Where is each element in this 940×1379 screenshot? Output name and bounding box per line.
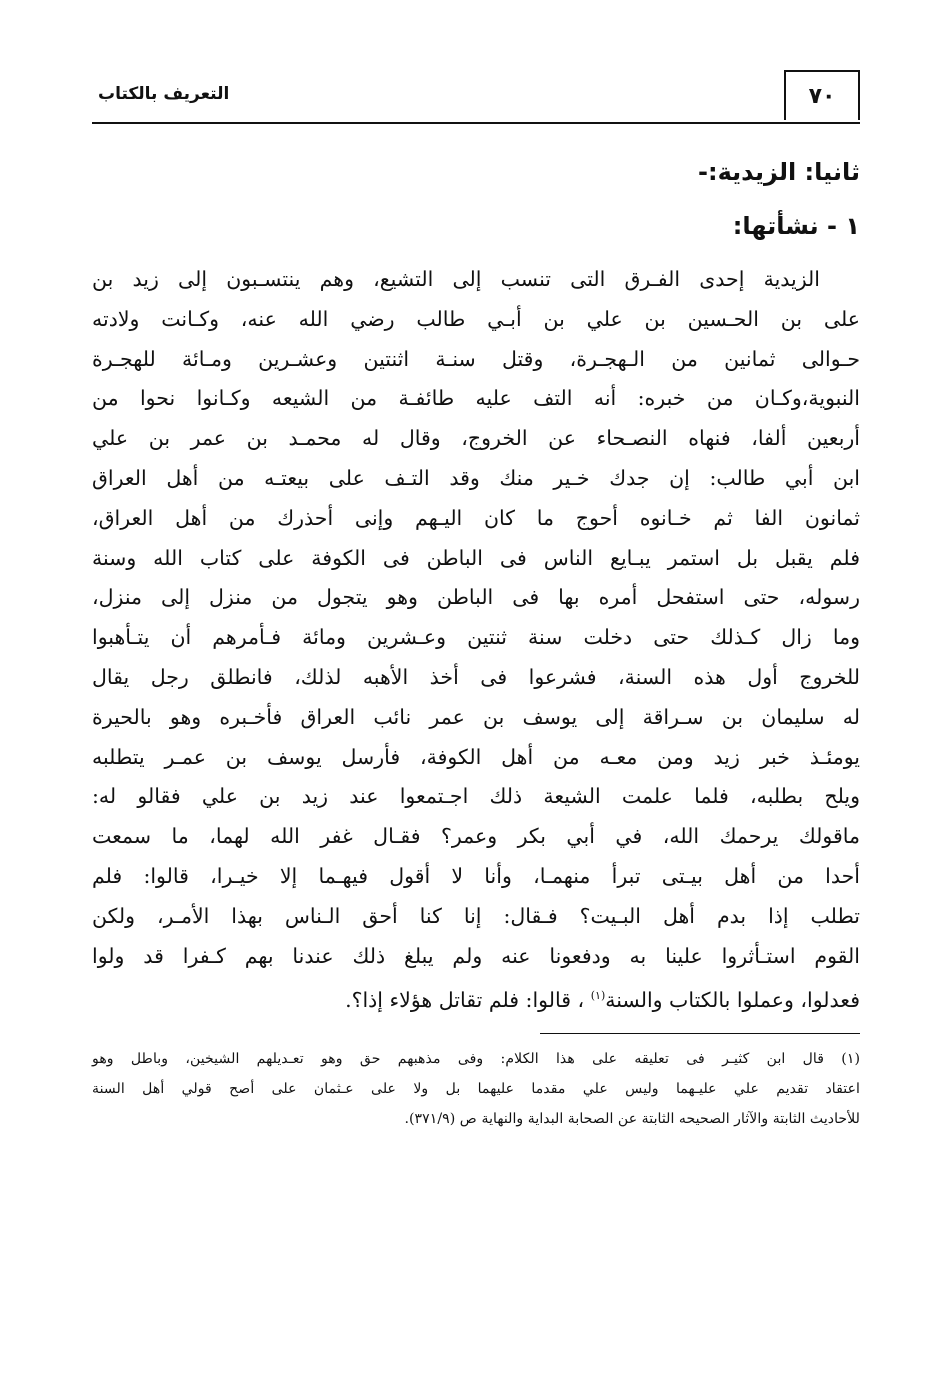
- body-line: ثمانون الفا ثم خـانوه أحوج ما كان اليـهم وإنى أحذرك من أهل العراق،: [92, 505, 860, 530]
- body-line: ابن أبي طالب: إن جدك خـير منك وقد التـف على بيعتـه من أهل العراق: [92, 465, 860, 490]
- footnote-line: (١) قال ابن كثيـر فى تعليقه على هذا الكلام: وفى مذهبهم حق وهو تعـديلهم الشيخين، وباطل وهو: [92, 1050, 860, 1067]
- footnote-line: اعتقاد تقديم علي عليـهما وليس علي مقدما عليهما بل ولا على عـثمان على أصح قولي أهل السنة: [92, 1080, 860, 1097]
- body-line: ويلح بطلبه، فلما علمت الشيعة ذلك اجـتمعوا عند زيد بن علي فقالو له:: [92, 784, 860, 809]
- footnote-reference: (١): [590, 989, 606, 1003]
- page-header: [92, 70, 860, 124]
- body-line: القوم استـأثروا علينا به ودفعونا عنه ولم يبلغ ذلك عندنا بهم كـفرا قد ولوا: [92, 943, 860, 968]
- body-line: له سليمان بن سـراقة إلى يوسف بن عمر نائب العراق فأخـبره وهو بالحيرة: [92, 704, 860, 729]
- body-line: أربعين ألفا، فنهاه النصـحاء عن الخروج، وقال له محمـد بن عمر بن علي: [92, 426, 860, 451]
- body-line: حـوالى ثمانين من الـهجـرة، وقتل سنـة اثنتين وعشـرين ومـائة للهجـرة: [92, 346, 860, 371]
- body-line: للخروج أول هذه السنة، فشرعوا فى أخذ الأهبه لذلك، فانطلق رجل يقال: [92, 664, 860, 689]
- running-title: التعريف بالكتاب: [98, 84, 230, 104]
- body-text: [92, 260, 860, 1021]
- page-number: ٧٠: [784, 70, 860, 120]
- book-page: [92, 70, 860, 1134]
- body-line: رسوله، حتى استفحل أمره بها فى الباطن وهو يتجول من منزل إلى منزل،: [92, 585, 860, 610]
- body-last-line-start: فعدلوا، وعملوا بالكتاب والسنة: [605, 988, 860, 1013]
- body-line: على بن الحـسين بن علي بن أبـي طالب رضي الله عنه، وكـانت ولادته: [92, 306, 860, 331]
- body-line: تطلب إذا بدم أهل البـيت؟ فـقال: إنا كنا أحق الـناس بهذا الأمـر، ولكن: [92, 903, 860, 928]
- body-line: يومئـذ خبر زيد ومن معـه من أهل الكوفة، فأرسل يوسف بن عمـر يتطلبه: [92, 744, 860, 769]
- body-line: الزيدية إحدى الفـرق التى تنسب إلى التشيع، وهم ينتسـبون إلى زيد بن: [92, 267, 820, 291]
- footnote: [92, 1044, 860, 1134]
- body-line: النبوية،وكـان من خبره: أنه التف عليه طائفـة من الشيعه وكـانوا نحوا من: [92, 386, 860, 411]
- body-last-line: [92, 976, 860, 1021]
- body-line: أحدا من أهل بيـتى تبرأ منهمـا، وأنا لا أقول فيهـما إلا خيـرا، قالوا: فلم: [92, 863, 860, 888]
- body-line: وما زال كـذلك حتى دخلت سنة ثنتين وعـشرين ومائة فـأمرهم أن يتـأهبوا: [92, 625, 860, 650]
- body-line: فلم يقبل بل استمر يبـايع الناس فى الباطن فى الكوفة على كتاب الله وسنة: [92, 545, 860, 570]
- footnote-line: للأحاديث الثابتة والآثار الصحيحه الثابتة عن الصحابة البداية والنهاية ص (٣٧١/٩).: [404, 1110, 860, 1127]
- footnote-divider: [540, 1033, 860, 1034]
- body-line: ماقولك يرحمك الله، في أبي بكر وعمر؟ فقـال غفر الله لهما، ما سمعت: [92, 824, 860, 849]
- section-heading: ثانيا: الزيدية:-: [698, 158, 860, 186]
- sub-heading: ١ - نشأتها:: [732, 212, 860, 240]
- body-last-line-end: ، قالوا: فلم تقاتل هؤلاء إذا؟.: [345, 988, 585, 1013]
